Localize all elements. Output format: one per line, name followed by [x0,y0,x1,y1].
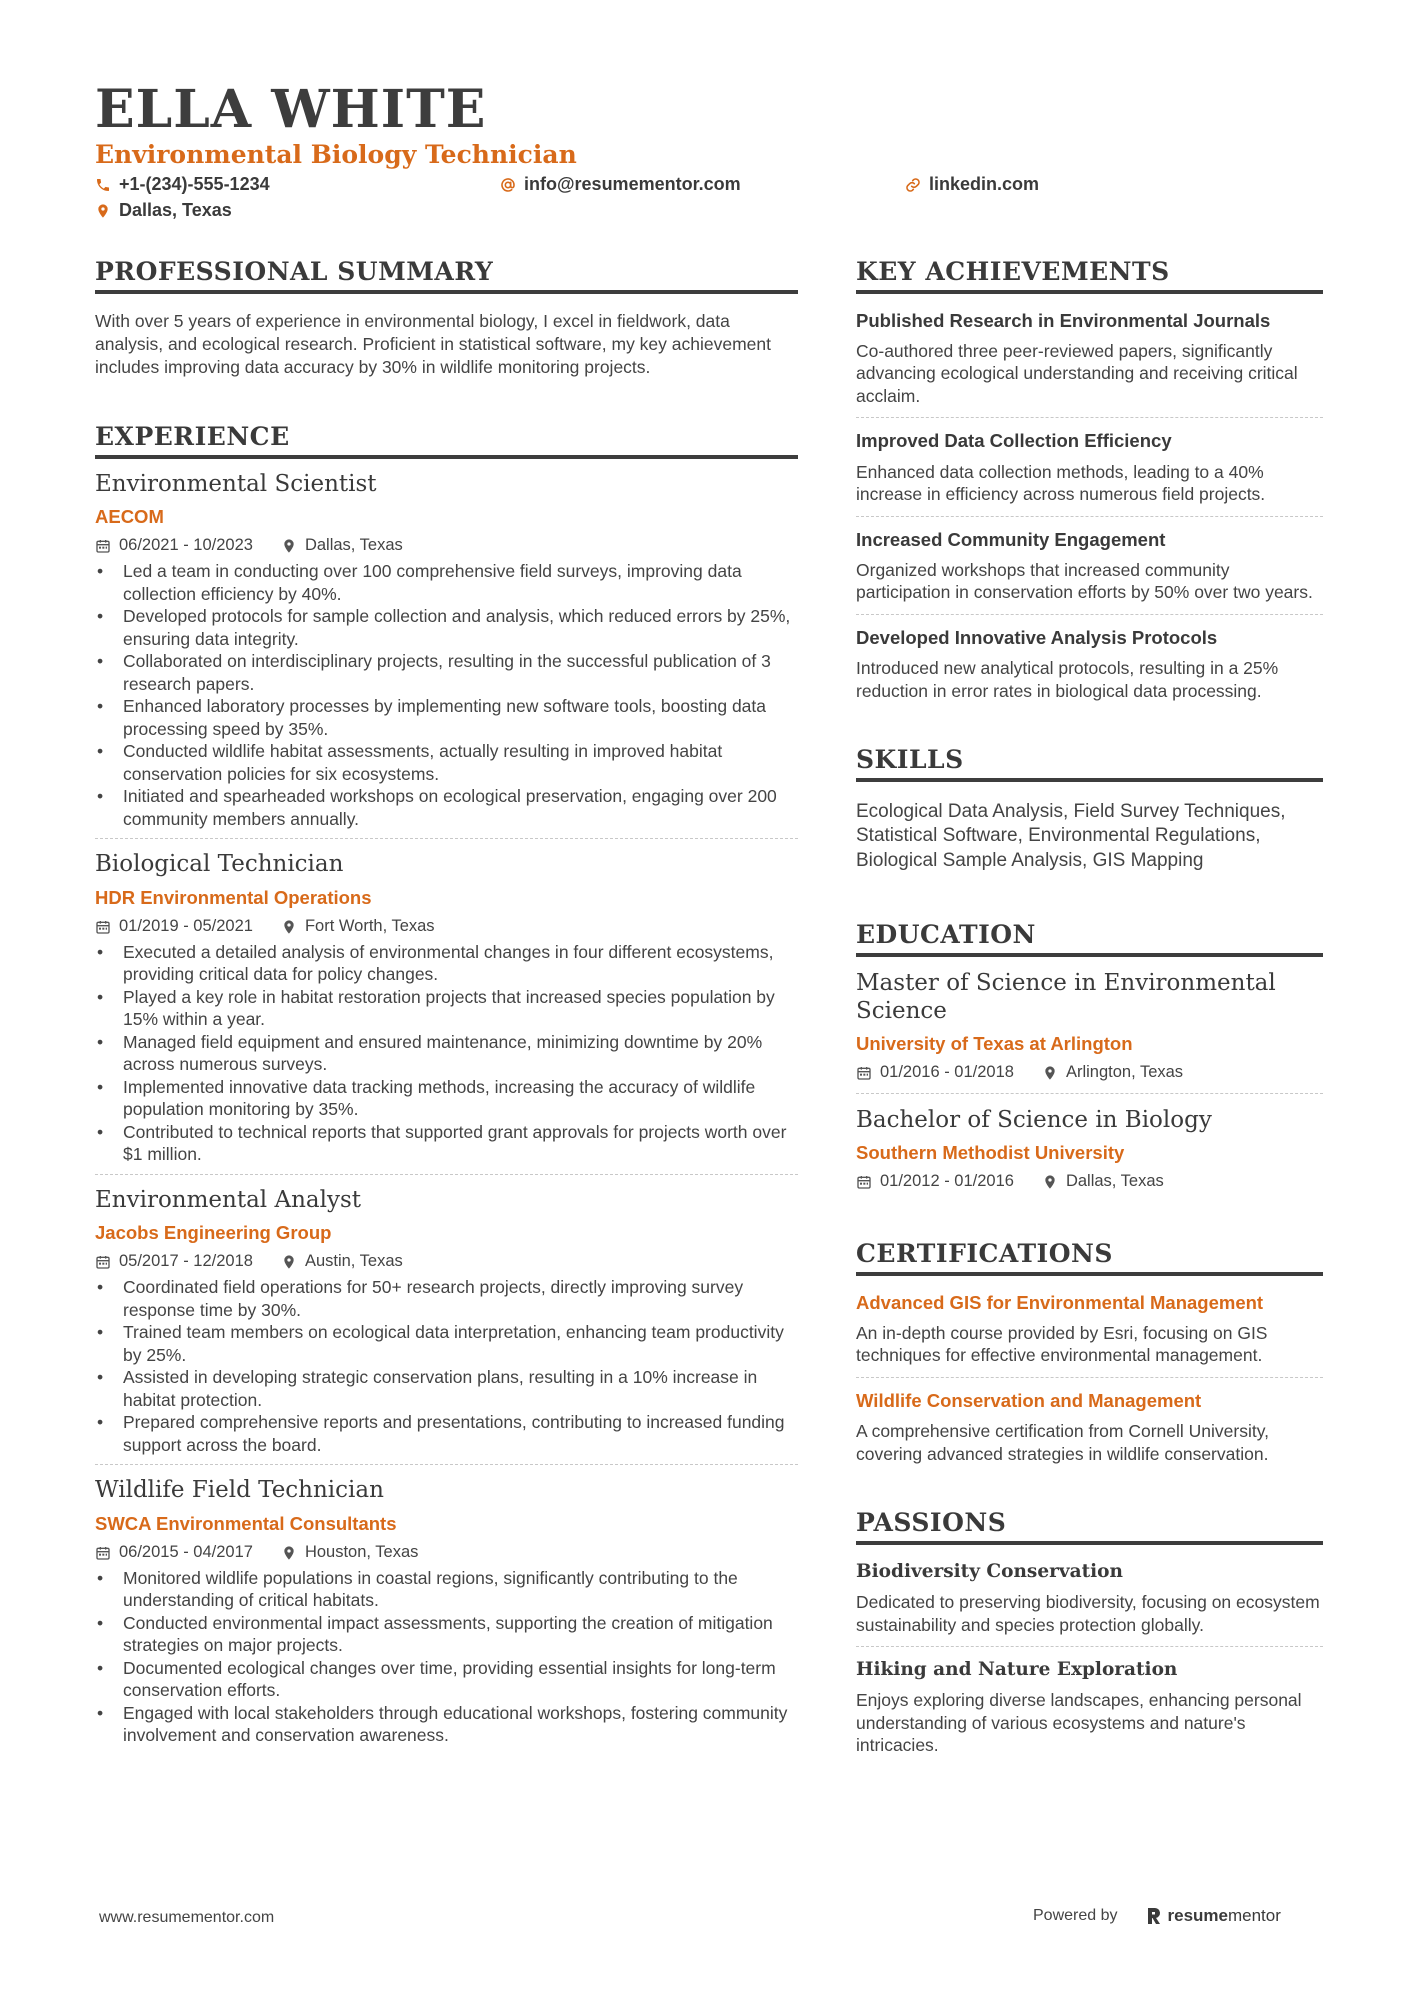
bullet-item: • Developed protocols for sample collection and analysis, which reduced errors by 25%, ensuring data integrity. [95,605,798,650]
divider [95,1174,798,1175]
powered-by-label: Powered by [1033,1907,1118,1924]
achievements-heading: KEY ACHIEVEMENTS [856,258,1323,294]
divider [856,614,1323,615]
bullet-item: • Managed field equipment and ensured maintenance, minimizing downtime by 20% across numerous surveys. [95,1031,798,1076]
passion-desc: Dedicated to preserving biodiversity, focusing on ecosystem sustainability and species protection globally. [856,1592,1320,1635]
summary-text: With over 5 years of experience in environmental biology, I excel in fieldwork, data analysis, and ecological research. Proficient in statistical software, my key achievement includes improving data accuracy by 30% in wildlife monitoring projects. [95,310,771,377]
calendar-icon [95,919,111,935]
achievement-title: Increased Community Engagement [856,528,1166,550]
divider [95,838,798,839]
calendar-icon [856,1174,872,1190]
bullet-item: • Documented ecological changes over time, providing essential insights for long-term conservation efforts. [95,1657,798,1702]
achievement-title: Developed Innovative Analysis Protocols [856,626,1218,648]
contact-location [95,200,232,222]
job-location [281,917,435,937]
email-text[interactable]: info@resumementor.com [524,174,741,194]
job-bullets [95,941,798,1166]
passions-heading: PASSIONS [856,1509,1323,1545]
certification-list [856,1292,1323,1465]
certification-desc: A comprehensive certification from Cornell University, covering advanced strategies in wildlife conservation. [856,1421,1270,1464]
job-location [281,1543,418,1563]
divider [95,1464,798,1465]
education-heading: EDUCATION [856,921,1323,957]
education-location [1042,1172,1164,1192]
contact-email[interactable] [500,174,741,196]
company-name: Jacobs Engineering Group [95,1222,332,1244]
company-name: AECOM [95,506,164,528]
degree-title: Bachelor of Science in Biology [856,1106,1212,1133]
bullet-item: • Engaged with local stakeholders through educational workshops, fostering community involvement and conservation awareness. [95,1702,798,1747]
achievement-title: Published Research in Environmental Journals [856,309,1271,331]
company-name: HDR Environmental Operations [95,886,372,908]
bullet-item: • Contributed to technical reports that supported grant approvals for projects worth over $1 million. [95,1121,798,1166]
bullet-item: • Trained team members on ecological data interpretation, enhancing team productivity by 25%. [95,1321,798,1366]
certification-title: Advanced GIS for Environmental Management [856,1291,1264,1313]
location-pin-icon [281,1545,297,1561]
job-bullets [95,1276,798,1456]
education-meta [856,1063,1323,1083]
education-location-text: Dallas, Texas [1065,1172,1164,1191]
education-location-text: Arlington, Texas [1065,1063,1184,1082]
school-name: University of Texas at Arlington [856,1033,1133,1054]
location-pin-icon [281,538,297,554]
bullet-item: • Initiated and spearheaded workshops on ecological preservation, engaging over 200 community members annually. [95,785,798,830]
phone-icon [95,177,111,193]
job-dates: 01/2019 - 05/2021 [119,916,253,935]
brand-bold: resume [1167,1906,1228,1925]
resumementor-logo-icon [1146,1906,1162,1926]
bullet-item: • Assisted in developing strategic conservation plans, resulting in a 10% increase in habitat protection. [95,1366,798,1411]
job-title: Biological Technician [95,851,344,878]
achievement-desc: Enhanced data collection methods, leading to a 40% increase in efficiency across numerous field projects. [856,461,1266,505]
contact-linkedin[interactable] [905,174,1039,196]
passion-list [856,1561,1323,1757]
brand-light: mentor [1227,1906,1281,1925]
at-icon [500,177,516,193]
skills-heading: SKILLS [856,746,1323,782]
job-title: Environmental Analyst [95,1186,361,1213]
skills-text: Ecological Data Analysis, Field Survey Techniques, Statistical Software, Environmental Regulations, Biological Sample Analysis, GIS Mapping [856,800,1286,871]
bullet-item: • Prepared comprehensive reports and presentations, contributing to increased funding support across the board. [95,1411,798,1456]
passion-title: Hiking and Nature Exploration [856,1659,1178,1681]
achievement-desc: Co-authored three peer-reviewed papers, significantly advancing ecological understanding and receiving critical acclaim. [856,340,1298,406]
bullet-item: • Conducted environmental impact assessments, supporting the creation of mitigation strategies on major projects. [95,1612,798,1657]
divider [856,516,1323,517]
job-dates: 06/2015 - 04/2017 [119,1543,253,1562]
calendar-icon [95,1254,111,1270]
divider [856,1093,1323,1094]
job-location [281,536,403,556]
footer-website[interactable]: www.resumementor.com [99,1909,275,1926]
education-location [1042,1063,1183,1083]
certification-desc: An in-depth course provided by Esri, focusing on GIS techniques for effective environmental management. [856,1322,1268,1366]
contact-phone [95,174,270,196]
achievement-list [856,310,1323,702]
certification-title: Wildlife Conservation and Management [856,1389,1202,1411]
job-location-text: Dallas, Texas [304,536,403,555]
certifications-heading: CERTIFICATIONS [856,1240,1323,1276]
location-text: Dallas, Texas [119,200,232,220]
job-title: Environmental Scientist [95,470,377,497]
experience-entry [95,471,798,840]
company-name: SWCA Environmental Consultants [95,1512,397,1534]
bullet-item: • Executed a detailed analysis of environmental changes in four different ecosystems, providing critical data for policy changes. [95,941,798,986]
education-list [856,969,1323,1192]
footer-powered-by [1033,1906,1281,1926]
left-column [95,258,798,1747]
bullet-item: • Monitored wildlife populations in coastal regions, significantly contributing to the understanding of critical habitats. [95,1567,798,1612]
job-meta [95,1543,798,1563]
job-meta [95,1252,798,1272]
divider [856,1646,1323,1647]
job-meta [95,917,798,937]
job-location-text: Fort Worth, Texas [304,916,435,935]
bullet-item: • Led a team in conducting over 100 comprehensive field surveys, improving data collection efficiency by 40%. [95,560,798,605]
job-bullets [95,1567,798,1747]
experience-heading: EXPERIENCE [95,423,798,459]
bullet-item: • Collaborated on interdisciplinary projects, resulting in the successful publication of 3 research papers. [95,650,798,695]
job-dates: 06/2021 - 10/2023 [119,536,253,555]
calendar-icon [856,1065,872,1081]
job-location-text: Houston, Texas [304,1543,419,1562]
job-location-text: Austin, Texas [304,1252,403,1271]
brand-logo[interactable] [1146,1906,1281,1926]
phone-text: +1-(234)-555-1234 [119,174,270,194]
link-icon [905,177,921,193]
location-pin-icon [95,203,111,219]
achievement-desc: Introduced new analytical protocols, resulting in a 25% reduction in error rates in biological data processing. [856,658,1279,701]
bullet-item: • Enhanced laboratory processes by implementing new software tools, boosting data processing speed by 35%. [95,695,798,740]
linkedin-text[interactable]: linkedin.com [929,174,1040,194]
job-title: Wildlife Field Technician [95,1477,384,1504]
education-meta [856,1172,1323,1192]
passion-desc: Enjoys exploring diverse landscapes, enhancing personal understanding of various ecosystems and nature's intricacies. [856,1690,1302,1756]
bullet-item: • Implemented innovative data tracking methods, increasing the accuracy of wildlife population monitoring by 35%. [95,1076,798,1121]
bullet-item: • Coordinated field operations for 50+ research projects, directly improving survey response time by 30%. [95,1276,798,1321]
school-name: Southern Methodist University [856,1141,1125,1163]
right-column [856,258,1323,1757]
location-pin-icon [1042,1065,1058,1081]
divider [856,417,1323,418]
education-dates: 01/2016 - 01/2018 [880,1063,1014,1082]
job-meta [95,536,798,556]
achievement-title: Improved Data Collection Efficiency [856,430,1172,452]
degree-title: Master of Science in Environmental Science [856,970,1276,1024]
bullet-item: • Conducted wildlife habitat assessments, actually resulting in improved habitat conservation policies for six ecosystems. [95,740,798,785]
experience-entry [95,851,798,1175]
passion-title: Biodiversity Conservation [856,1560,1123,1582]
achievement-desc: Organized workshops that increased community participation in conservation efforts by 50% over two years. [856,559,1313,603]
experience-entry [95,1477,798,1747]
job-location [281,1252,403,1272]
education-dates: 01/2012 - 01/2016 [880,1172,1014,1191]
experience-entry [95,1187,798,1466]
job-bullets [95,560,798,830]
calendar-icon [95,538,111,554]
candidate-name: ELLA WHITE [95,79,487,140]
candidate-title: Environmental Biology Technician [95,140,577,169]
location-pin-icon [281,1254,297,1270]
summary-heading: PROFESSIONAL SUMMARY [95,258,798,294]
location-pin-icon [1042,1174,1058,1190]
location-pin-icon [281,919,297,935]
bullet-item: • Played a key role in habitat restoration projects that increased species population by 15% within a year. [95,986,798,1031]
calendar-icon [95,1545,111,1561]
divider [856,1377,1323,1378]
job-dates: 05/2017 - 12/2018 [119,1252,253,1271]
